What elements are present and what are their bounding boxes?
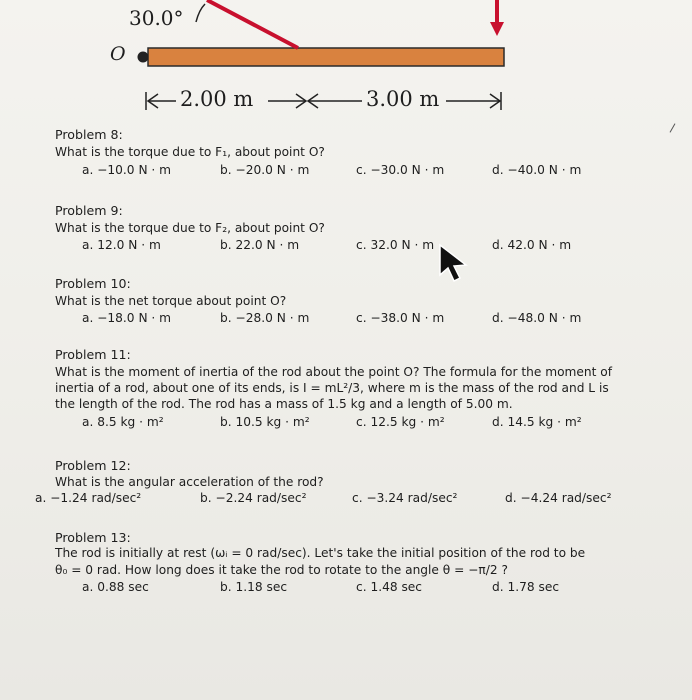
problem-11-option-b[interactable]: b. 10.5 kg · m² (220, 415, 310, 429)
problem-10-option-d[interactable]: d. −48.0 N · m (492, 311, 582, 325)
pivot-point (138, 52, 149, 63)
pen-mark (670, 123, 676, 132)
problem-8-question: What is the torque due to F₁, about point O? (55, 145, 325, 159)
force-f2-arrowhead (490, 22, 504, 36)
problem-8-option-c[interactable]: c. −30.0 N · m (356, 163, 445, 177)
dim-right-label: 3.00 m (366, 87, 440, 111)
problem-8-option-b[interactable]: b. −20.0 N · m (220, 163, 310, 177)
problem-11-option-a[interactable]: a. 8.5 kg · m² (82, 415, 164, 429)
problem-12-question: What is the angular acceleration of the rod? (55, 475, 324, 489)
dim-left-label: 2.00 m (180, 87, 254, 111)
problem-12-option-b[interactable]: b. −2.24 rad/sec² (200, 491, 307, 505)
angle-label: 30.0° (129, 6, 184, 30)
problem-10-option-a[interactable]: a. −18.0 N · m (82, 311, 172, 325)
angle-arc (196, 4, 205, 22)
problem-13-question-line-1: The rod is initially at rest (ωᵢ = 0 rad/sec). Let's take the initial position of the rod to be (55, 546, 586, 560)
problem-10-header: Problem 10: (55, 276, 131, 291)
problem-13-option-c[interactable]: c. 1.48 sec (356, 580, 423, 594)
problem-9-option-a[interactable]: a. 12.0 N · m (82, 238, 161, 252)
problem-13-option-d[interactable]: d. 1.78 sec (492, 580, 560, 594)
problem-10-question: What is the net torque about point O? (55, 294, 287, 308)
mouse-cursor-icon (437, 243, 471, 283)
problem-13-question-line-2: θ₀ = 0 rad. How long does it take the rod to rotate to the angle θ = −π/2 ? (55, 563, 508, 577)
problem-11-question-line-1: What is the moment of inertia of the rod about the point O? The formula for the moment of (55, 365, 613, 379)
problem-13-header: Problem 13: (55, 530, 131, 545)
problem-12-option-a[interactable]: a. −1.24 rad/sec² (35, 491, 142, 505)
problem-12-option-c[interactable]: c. −3.24 rad/sec² (352, 491, 458, 505)
problem-13-option-b[interactable]: b. 1.18 sec (220, 580, 288, 594)
problem-9-question: What is the torque due to F₂, about point O? (55, 221, 325, 235)
force-f1-line (207, 0, 298, 48)
problem-9-option-c[interactable]: c. 32.0 N · m (356, 238, 435, 252)
problem-11-question-line-3: the length of the rod. The rod has a mass of 1.5 kg and a length of 5.00 m. (55, 397, 513, 411)
problem-13-option-a[interactable]: a. 0.88 sec (82, 580, 149, 594)
problem-11-option-d[interactable]: d. 14.5 kg · m² (492, 415, 582, 429)
rod (148, 48, 504, 66)
problem-10-option-b[interactable]: b. −28.0 N · m (220, 311, 310, 325)
problem-11-header: Problem 11: (55, 347, 131, 362)
problem-12-option-d[interactable]: d. −4.24 rad/sec² (505, 491, 612, 505)
problem-9-header: Problem 9: (55, 203, 123, 218)
problem-8-option-d[interactable]: d. −40.0 N · m (492, 163, 582, 177)
problem-11-question-line-2: inertia of a rod, about one of its ends, is I = mL²/3, where m is the mass of the rod and L is (55, 381, 609, 395)
rod-diagram (0, 0, 692, 120)
problem-9-option-d[interactable]: d. 42.0 N · m (492, 238, 572, 252)
origin-label: O (110, 43, 126, 65)
problem-9-option-b[interactable]: b. 22.0 N · m (220, 238, 300, 252)
problem-8-header: Problem 8: (55, 127, 123, 142)
problem-10-option-c[interactable]: c. −38.0 N · m (356, 311, 445, 325)
problem-8-option-a[interactable]: a. −10.0 N · m (82, 163, 172, 177)
problem-11-option-c[interactable]: c. 12.5 kg · m² (356, 415, 445, 429)
problem-12-header: Problem 12: (55, 458, 131, 473)
